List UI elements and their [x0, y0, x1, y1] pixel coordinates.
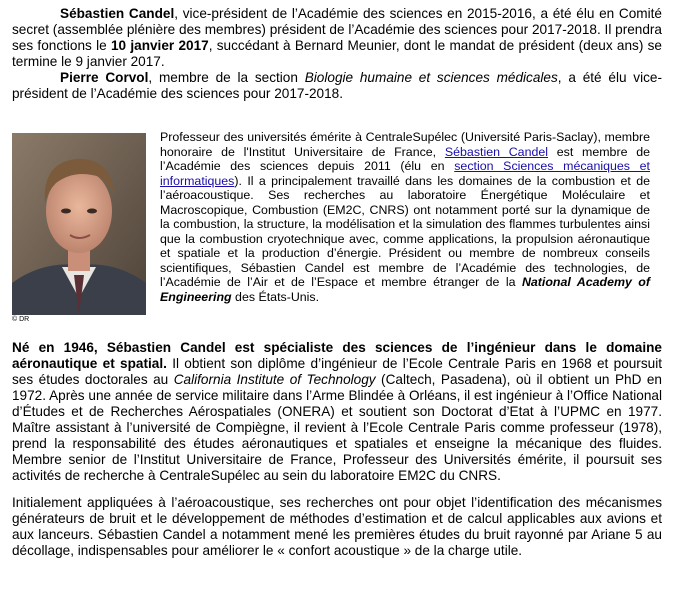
career-paragraph: Né en 1946, Sébastien Candel est spécialiste des sciences de l’ingénieur dans le domaine aéronautique et spatial. Il obtient son diplôme d’ingénieur de l’Ecole Centrale Paris en 1968 et poursuit ses études doctorales au California Institute of Technology (Caltech, Pasadena), où il obtient un PhD en 1972. Après une année de service militaire dans l’Arme Blindée à Orléans, il est ingénieur à l’Office National d’Études et de Recherches Aérospatiales (ONERA) et soutient son Doctorat d’Etat à l’UPMC en 1977. Maître assistant à l’université de Compiègne, il revient à l’Ecole Centrale Paris comme professeur (1978), prend la responsabilité des études aéronautiques et spatiales et enseigne la mécanique des fluides. Membre senior de l’Institut Universitaire de France, Professeur des Universités émérite, il poursuit ses activités de recherche à CentraleSupélec au sein du laboratoire EM2C du CNRS.: [12, 340, 662, 483]
portrait-illustration: [12, 133, 146, 315]
bio-paragraph: Professeur des universités émérite à CentraleSupélec (Université Paris-Saclay), membre honoraire de l'Institut Universitaire de France, Sébastien Candel est membre de l’Académie des sciences depuis 2011 (élu en section Sciences mécaniques et informatiques). Il a principalement travaillé dans les domaines de la combustion et de l’aéroacoustique. Ses recherches au laboratoire Énergétique Moléculaire et Macroscopique, Combustion (EM2C, CNRS) ont notamment porté sur la dynamique de la combustion, la structure, la modélisation et la simulation des flammes turbulentes ainsi que la combustion cryotechnique avec, comme applications, la propulsion aéronautique et spatiale et la production d’énergie. Président ou membre de nombreux conseils scientifiques, Sébastien Candel est membre de l’Académie des technologies, de l’Académie de l’Air et de l’Espace et membre étranger de la National Academy of Engineering des États-Unis.: [160, 130, 650, 304]
nae-name: National Academy of Engineering: [160, 275, 650, 304]
portrait-photo: [12, 133, 146, 315]
section-name: Biologie humaine et sciences médicales: [304, 70, 558, 85]
caltech-name: California Institute of Technology: [173, 372, 376, 387]
portrait-figure: [12, 133, 148, 321]
photo-credit: © DR: [12, 316, 30, 323]
intro-section: [12, 6, 662, 102]
intro-paragraph-candel: Sébastien Candel, vice-président de l’Académie des sciences en 2015-2016, a été élu en Comité secret (assemblée plénière des membres) président de l’Académie des sciences pour 2017-2018. Il prendra ses fonctions le 10 janvier 2017, succédant à Bernard Meunier, dont le mandat de président (deux ans) se termine le 9 janvier 2017.: [12, 6, 662, 69]
corvol-name: Pierre Corvol: [60, 70, 149, 85]
intro-paragraph-corvol: Pierre Corvol, membre de la section Biologie humaine et sciences médicales, a été élu vice-président de l’Académie des sciences pour 2017-2018.: [12, 70, 663, 101]
bio-section: [160, 130, 650, 304]
main-section: [12, 340, 662, 559]
candel-profile-link[interactable]: Sébastien Candel: [444, 144, 548, 159]
research-paragraph: Initialement appliquées à l’aéroacoustique, ses recherches ont pour objet l’identification des mécanismes générateurs de bruit et le développement de méthodes d’estimation et de calcul applicables aux avions et aux lanceurs. Sébastien Candel a notamment mené les premières études du bruit rayonné par Ariane 5 au décollage, indispensables pour améliorer le « confort acoustique » de la charge utile.: [12, 495, 662, 558]
career-lead: Né en 1946, Sébastien Candel est spécialiste des sciences de l’ingénieur dans le domaine aéronautique et spatial.: [12, 340, 662, 371]
start-date: 10 janvier 2017: [110, 38, 209, 53]
section-link[interactable]: section Sciences mécaniques et informatiques: [160, 159, 650, 188]
candel-name: Sébastien Candel: [60, 6, 175, 21]
